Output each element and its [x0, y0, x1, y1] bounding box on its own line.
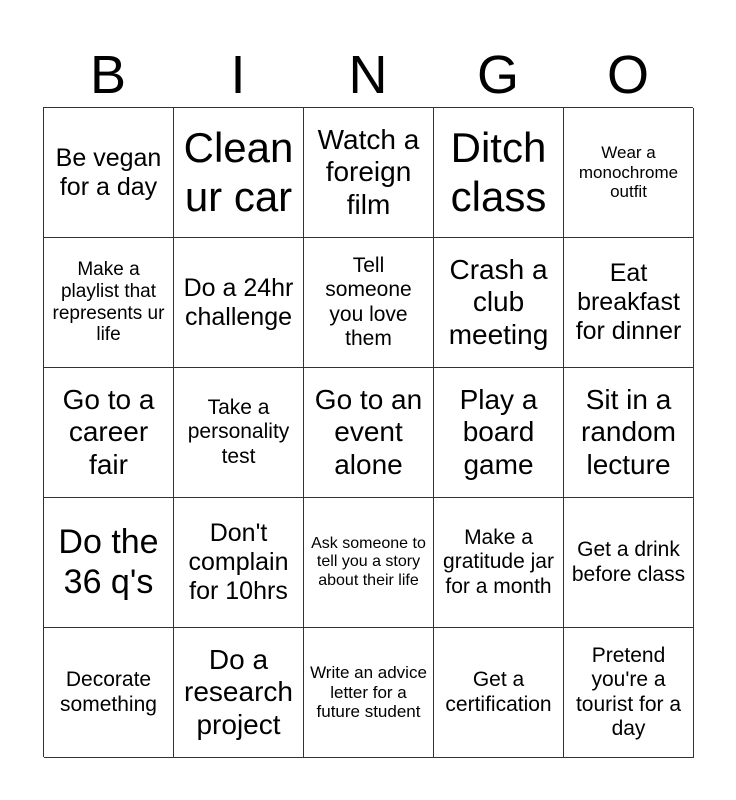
bingo-cell[interactable]: Go to an event alone: [304, 368, 434, 498]
bingo-cell[interactable]: Ask someone to tell you a story about their life: [304, 498, 434, 628]
bingo-cell[interactable]: Play a board game: [434, 368, 564, 498]
bingo-cell[interactable]: Wear a monochrome outfit: [564, 108, 694, 238]
bingo-cell[interactable]: Go to a career fair: [44, 368, 174, 498]
bingo-grid: [43, 107, 693, 757]
header-letter-i: I: [230, 45, 246, 105]
bingo-cell[interactable]: Decorate something: [44, 628, 174, 758]
header-letter-o: O: [606, 45, 649, 105]
bingo-cell[interactable]: Eat breakfast for dinner: [564, 238, 694, 368]
bingo-cell[interactable]: Pretend you're a tourist for a day: [564, 628, 694, 758]
bingo-cell[interactable]: Do a research project: [174, 628, 304, 758]
bingo-cell[interactable]: Sit in a random lecture: [564, 368, 694, 498]
header-letter-n: N: [348, 45, 388, 105]
bingo-cell[interactable]: Tell someone you love them: [304, 238, 434, 368]
bingo-cell[interactable]: Crash a club meeting: [434, 238, 564, 368]
bingo-cell[interactable]: Watch a foreign film: [304, 108, 434, 238]
bingo-cell[interactable]: Ditch class: [434, 108, 564, 238]
bingo-cell[interactable]: Write an advice letter for a future student: [304, 628, 434, 758]
bingo-cell[interactable]: Make a gratitude jar for a month: [434, 498, 564, 628]
bingo-cell[interactable]: Get a drink before class: [564, 498, 694, 628]
bingo-cell[interactable]: Make a playlist that represents ur life: [44, 238, 174, 368]
bingo-cell[interactable]: Don't complain for 10hrs: [174, 498, 304, 628]
bingo-cell[interactable]: Do a 24hr challenge: [174, 238, 304, 368]
bingo-header: [43, 42, 693, 108]
bingo-cell[interactable]: Clean ur car: [174, 108, 304, 238]
bingo-cell[interactable]: Get a certification: [434, 628, 564, 758]
header-letter-b: B: [89, 45, 127, 105]
bingo-cell[interactable]: Be vegan for a day: [44, 108, 174, 238]
header-letter-g: G: [476, 45, 519, 105]
bingo-cell[interactable]: Take a personality test: [174, 368, 304, 498]
bingo-cell[interactable]: Do the 36 q's: [44, 498, 174, 628]
